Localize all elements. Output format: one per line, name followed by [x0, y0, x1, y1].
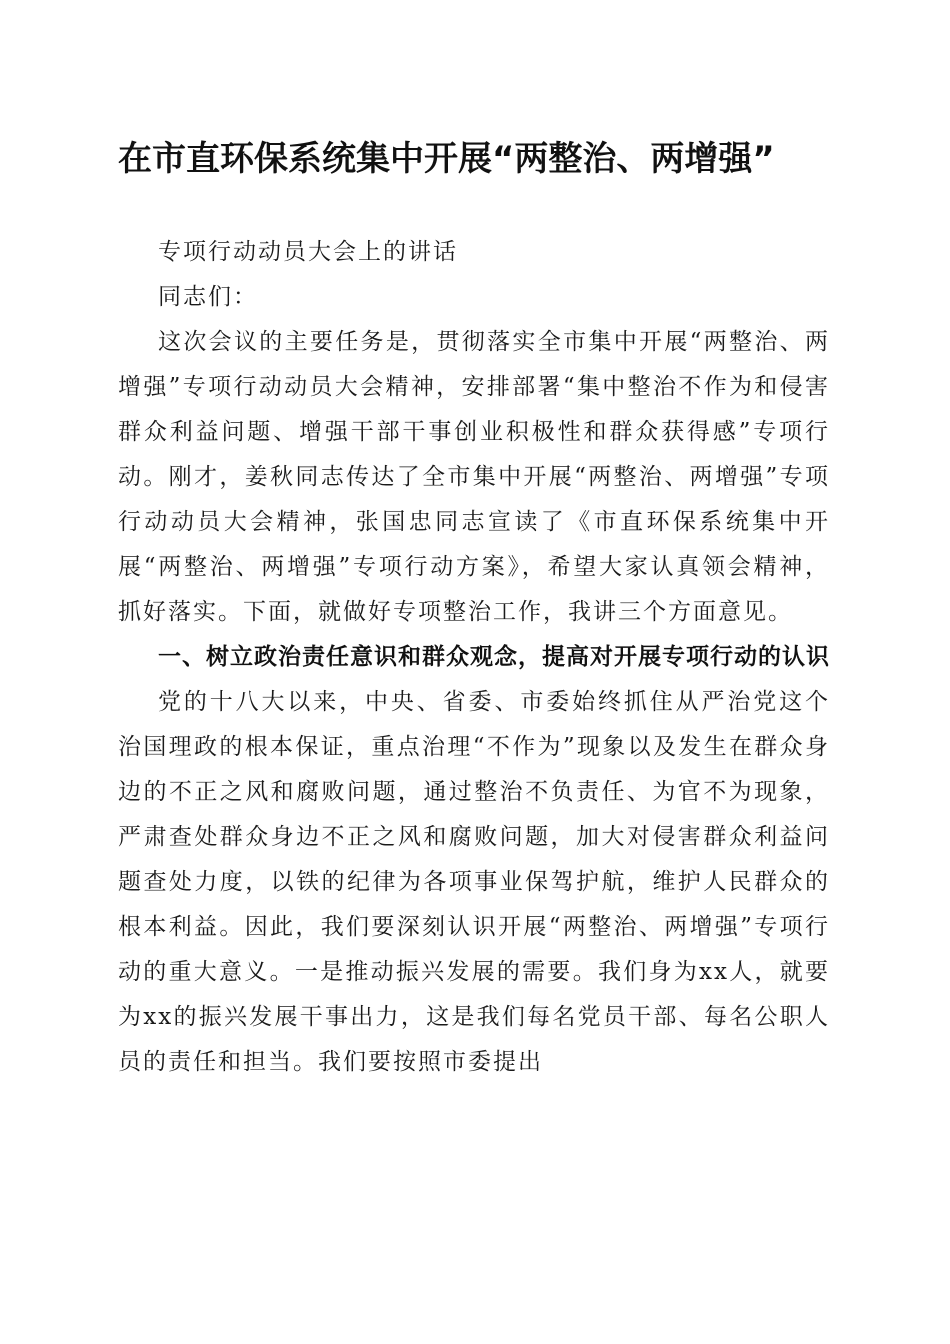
document-body	[118, 230, 830, 1085]
salutation: 同志们：	[158, 284, 258, 310]
document-title: 在市直环保系统集中开展“两整治、两增强”	[118, 139, 775, 179]
intro-paragraph: 这次会议的主要任务是，贯彻落实全市集中开展“两整治、两增强”专项行动动员大会精神，安排部署“集中整治不作为和侵害群众利益问题、增强干部干事创业积极性和群众获得感”专项行动。刚才，姜秋同志传达了全市集中开展“两整治、两增强”专项行动动员大会精神，张国忠同志宣读了《市直环保系统集中开展“两整治、两增强”专项行动方案》，希望大家认真领会精神，抓好落实。下面，就做好专项整治工作，我讲三个方面意见。	[118, 329, 830, 625]
section-1-heading: 一、树立政治责任意识和群众观念，提高对开展专项行动的认识	[158, 644, 830, 670]
section-1-paragraph: 党的十八大以来，中央、省委、市委始终抓住从严治党这个治国理政的根本保证，重点治理“不作为”现象以及发生在群众身边的不正之风和腐败问题，通过整治不负责任、为官不为现象，严肃查处群众身边不正之风和腐败问题，加大对侵害群众利益问题查处力度，以铁的纪律为各项事业保驾护航，维护人民群众的根本利益。因此，我们要深刻认识开展“两整治、两增强”专项行动的重大意义。一是推动振兴发展的需要。我们身为xx人，就要为xx的振兴发展干事出力，这是我们每名党员干部、每名公职人员的责任和担当。我们要按照市委提出	[118, 689, 830, 1075]
subtitle-line: 专项行动动员大会上的讲话	[158, 239, 458, 265]
